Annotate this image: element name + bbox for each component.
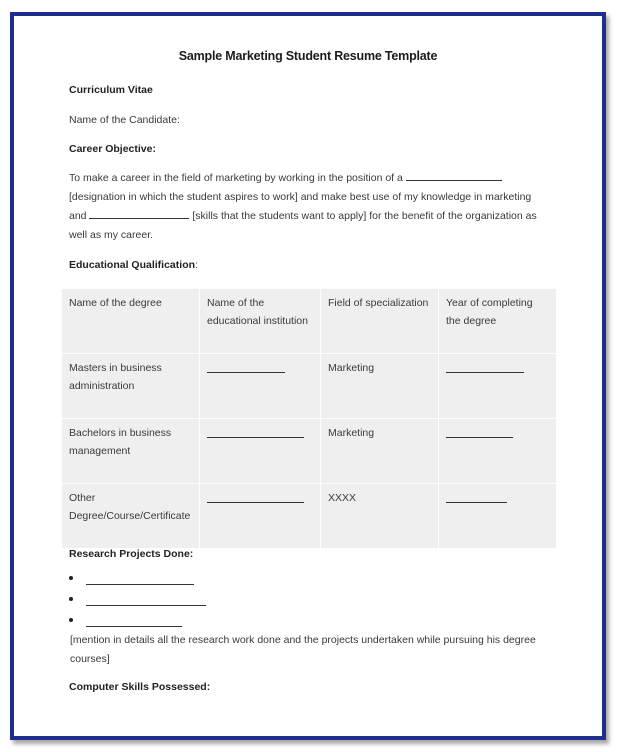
field-cell: Marketing: [321, 419, 438, 483]
year-cell: [439, 354, 556, 418]
institution-blank: [207, 502, 304, 503]
career-objective-paragraph: [69, 169, 549, 245]
education-heading: Educational Qualification:: [69, 259, 198, 271]
objective-line-3: and [skills that the students want to apply] for the benefit of the organization as: [69, 210, 537, 222]
institution-cell: [200, 484, 320, 548]
objective-line-4: well as my career.: [69, 229, 154, 241]
document-title: Sample Marketing Student Resume Template: [178, 49, 438, 63]
field-cell: Marketing: [321, 354, 438, 418]
education-table: [61, 288, 557, 549]
curriculum-vitae-heading: Curriculum Vitae: [69, 84, 153, 96]
table-row: [62, 484, 556, 548]
year-cell: [439, 484, 556, 548]
degree-cell: Other Degree/Course/Certificate: [62, 484, 199, 548]
header-degree: Name of the degree: [62, 289, 199, 353]
year-blank: [446, 437, 513, 438]
research-blank: [86, 616, 182, 627]
list-item: [69, 572, 206, 593]
research-note: [mention in details all the research work done and the projects undertaken while pursuing his degree courses]: [70, 634, 536, 665]
year-blank: [446, 502, 507, 503]
research-blank: [86, 574, 194, 585]
computer-skills-heading: Computer Skills Possessed:: [69, 681, 211, 693]
document-page: [10, 12, 606, 740]
candidate-name-label: Name of the Candidate:: [69, 114, 180, 126]
header-year: Year of completing the degree: [439, 289, 556, 353]
institution-cell: [200, 419, 320, 483]
research-list: [69, 572, 206, 635]
degree-cell: Masters in business administration: [62, 354, 199, 418]
bullet-icon: [69, 576, 73, 580]
header-field: Field of specialization: [321, 289, 438, 353]
institution-blank: [207, 372, 285, 373]
list-item: [69, 593, 206, 614]
objective-line-1: To make a career in the field of marketing by working in the position of a: [69, 169, 549, 188]
year-cell: [439, 419, 556, 483]
position-blank: [406, 170, 502, 181]
table-header-row: [62, 289, 556, 353]
research-blank: [86, 595, 206, 606]
bullet-icon: [69, 597, 73, 601]
research-heading: Research Projects Done:: [69, 548, 194, 560]
institution-cell: [200, 354, 320, 418]
career-objective-heading: Career Objective:: [69, 143, 156, 155]
objective-line-2: [designation in which the student aspires to work] and make best use of my knowledge in marketing: [69, 191, 532, 203]
bullet-icon: [69, 618, 73, 622]
table-row: [62, 419, 556, 483]
table-row: [62, 354, 556, 418]
skills-blank: [89, 208, 189, 219]
institution-blank: [207, 437, 304, 438]
degree-cell: Bachelors in business management: [62, 419, 199, 483]
header-institution: Name of the educational institution: [200, 289, 320, 353]
year-blank: [446, 372, 524, 373]
field-cell: XXXX: [321, 484, 438, 548]
